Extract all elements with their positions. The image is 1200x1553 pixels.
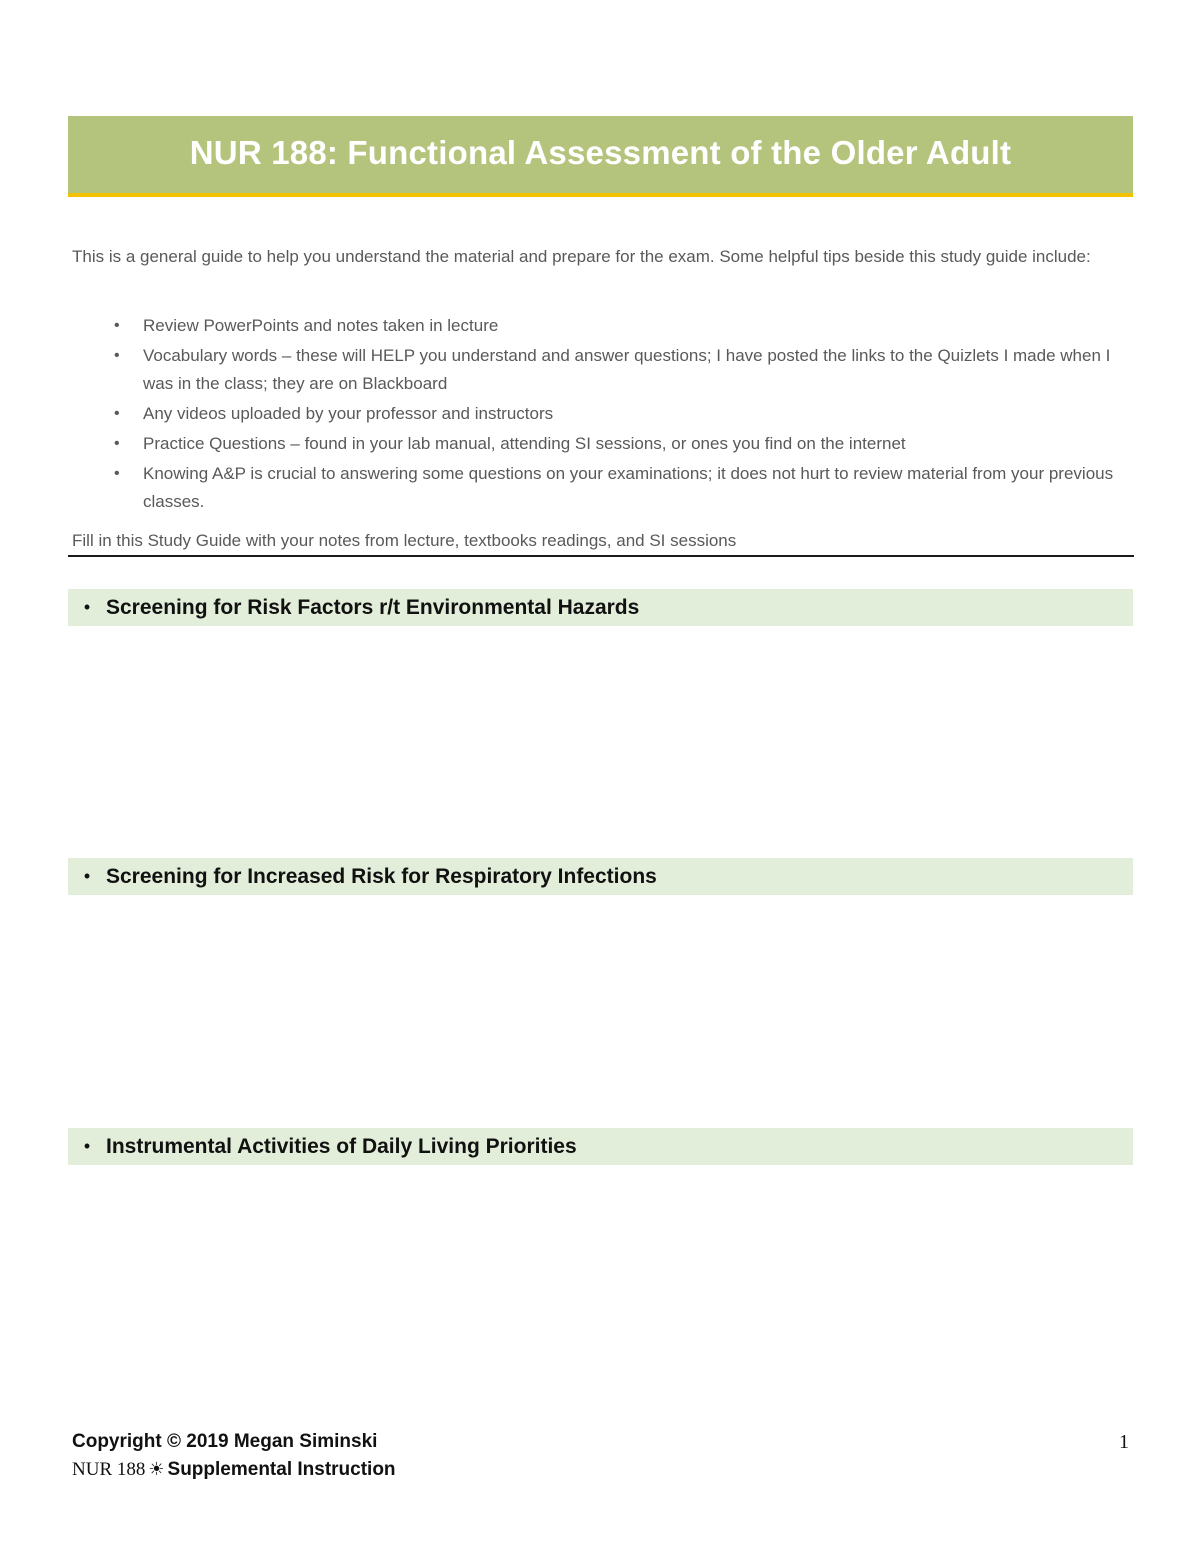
footer (72, 1428, 396, 1484)
copyright-line: Copyright © 2019 Megan Siminski (72, 1431, 378, 1452)
tip-text: Review PowerPoints and notes taken in lecture (143, 316, 499, 335)
bullet-icon: • (83, 866, 91, 886)
bullet-icon: • (114, 465, 120, 482)
bullet-icon: • (114, 435, 120, 452)
section-title: Screening for Risk Factors r/t Environmental Hazards (106, 595, 640, 619)
list-item (72, 342, 1134, 398)
bullet-icon: • (114, 317, 120, 334)
page-number: 1 (1119, 1431, 1129, 1453)
list-item (72, 430, 1134, 458)
section-heading-environmental-hazards (68, 589, 1133, 626)
section-title: Instrumental Activities of Daily Living Priorities (106, 1134, 577, 1158)
title-banner (68, 116, 1133, 197)
tip-text: Vocabulary words – these will HELP you understand and answer questions; I have posted the links to the Quizlets I made when I was in the class; they are on Blackboard (143, 346, 1111, 393)
course-code: NUR 188 (72, 1459, 146, 1480)
list-item (72, 460, 1134, 516)
page-title: NUR 188: Functional Assessment of the Older Adult (189, 133, 1012, 171)
list-item (72, 400, 1134, 428)
fill-in-note: Fill in this Study Guide with your notes from lecture, textbooks readings, and SI sessions (72, 531, 737, 550)
sun-star-icon: ☀ (148, 1459, 165, 1480)
bullet-icon: • (83, 597, 91, 617)
section-heading-iadl-priorities (68, 1128, 1133, 1165)
course-line (72, 1456, 396, 1484)
section-title: Screening for Increased Risk for Respiratory Infections (106, 864, 657, 888)
tip-text: Knowing A&P is crucial to answering some questions on your examinations; it does not hurt to review material from your previous classes. (143, 464, 1114, 511)
tip-text: Practice Questions – found in your lab manual, attending SI sessions, or ones you find on the internet (143, 434, 906, 453)
divider (68, 555, 1134, 557)
section-heading-respiratory-infections (68, 858, 1133, 895)
program-name: Supplemental Instruction (167, 1459, 396, 1480)
intro-paragraph: This is a general guide to help you understand the material and prepare for the exam. Some helpful tips beside this study guide include: (72, 247, 1091, 266)
tips-list (72, 312, 1134, 518)
list-item (72, 312, 1134, 340)
tip-text: Any videos uploaded by your professor and instructors (143, 404, 554, 423)
bullet-icon: • (114, 347, 120, 364)
bullet-icon: • (114, 405, 120, 422)
bullet-icon: • (83, 1136, 91, 1156)
